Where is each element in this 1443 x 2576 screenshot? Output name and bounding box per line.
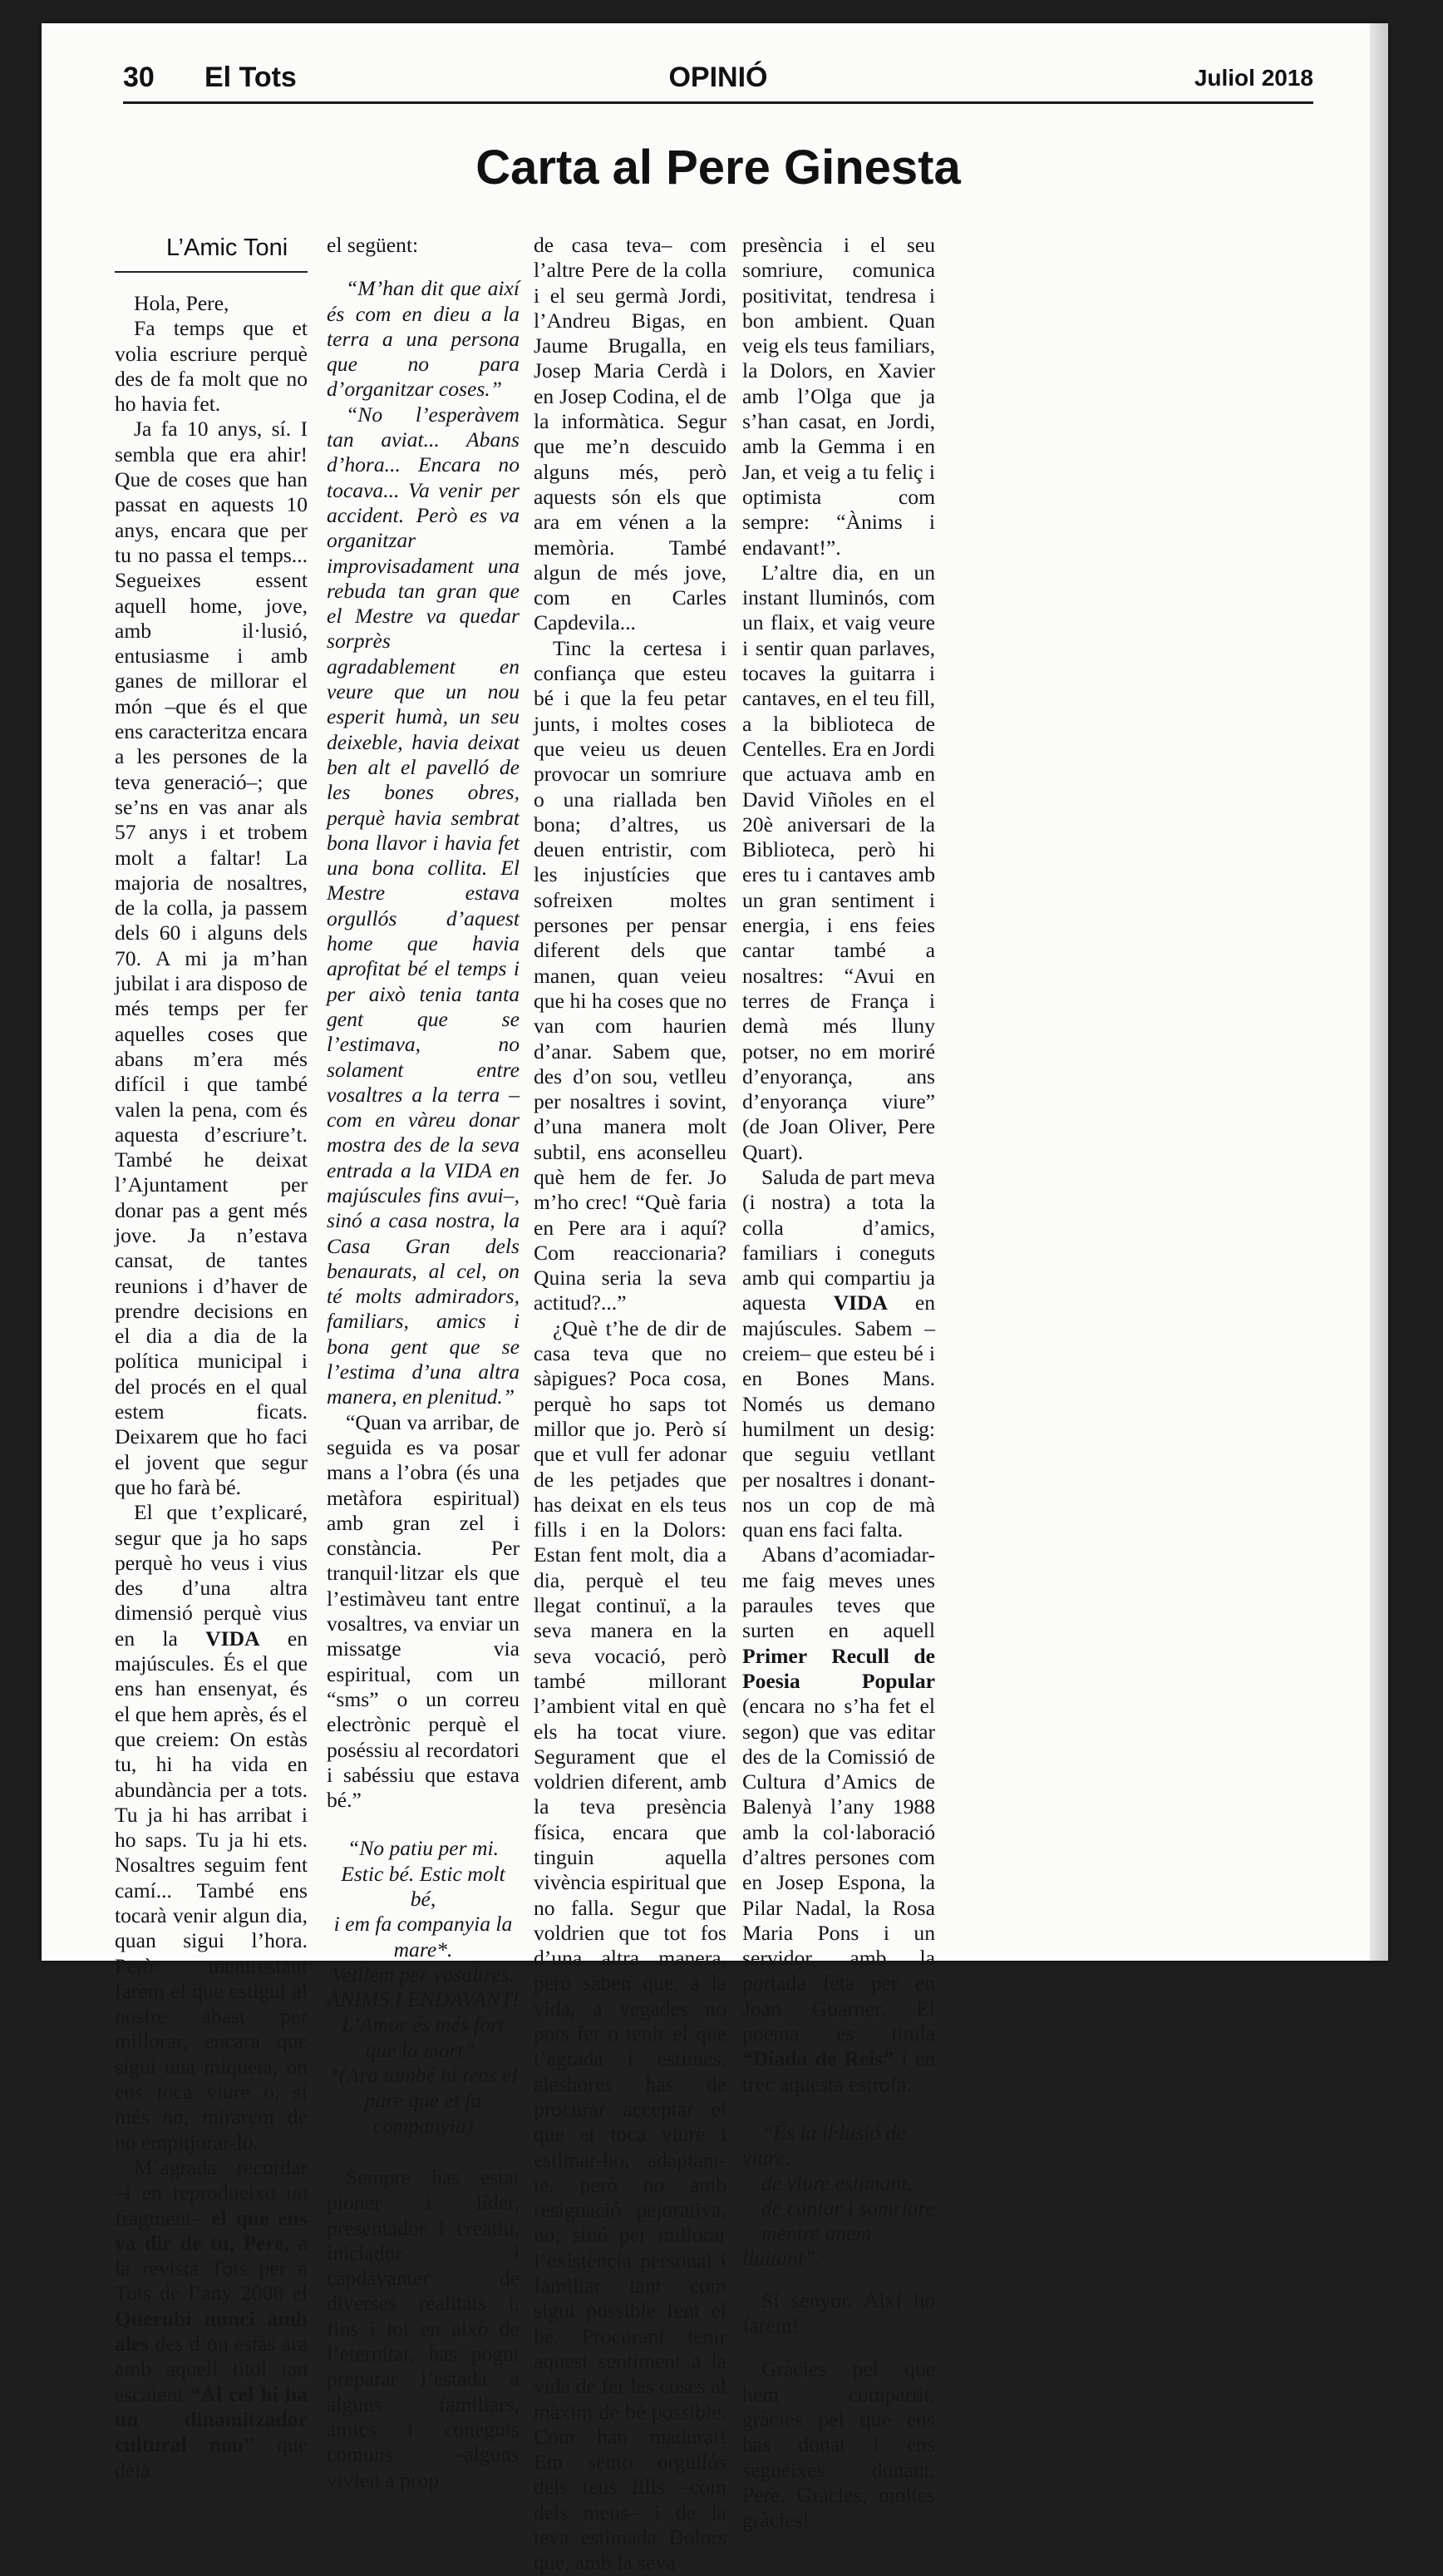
paragraph: Abans d’acomiadar-me faig meves unes paraules teves que surten en aquell Primer Recull de Poesia Popular (encara no s’ha fet el segon) que vas editar des de la Comissió de Cultura d’Amics de Balenyà l’any 1988 amb la col·laboració d’altres persones com en Josep Espona, la Pilar Nadal, la Rosa Maria Pons i un servidor, amb la portada feta per en Joan Guarner. El poema es titula “Diada de Reis” i en trec aquesta estrofa: xyxy=(742,1542,935,2096)
article-column-1 xyxy=(115,233,308,2483)
paragraph: presència i el seu somriure, comunica positivitat, tendresa i bon ambient. Quan veig els teus familiars, la Dolors, en Xavier amb l’Olga que ja s’han casat, en Jordi, amb la Gemma i en Jan, et veig a tu feliç i optimista com sempre: “Ànims i endavant!”. xyxy=(742,233,935,560)
poem-line: de viure estimant, xyxy=(761,2170,913,2195)
poem-line: i em fa companyia la xyxy=(333,1912,513,1937)
poem-line: Estic bé. Estic molt bé, xyxy=(341,1861,505,1911)
poem-line: “No patiu per mi. xyxy=(347,1836,500,1861)
poem-block xyxy=(742,2120,935,2272)
paragraph: Gràcies pel que hem compartit, gràcies pel que ens has donat i ens segueixes donant, Pere. Gràcies, moltes gràcies! xyxy=(742,2356,935,2533)
magazine-page xyxy=(42,23,1388,2575)
poem-line: “És la il·lusió de viure, xyxy=(742,2120,906,2170)
paragraph: M’agrada recordar –i en reprodueixo un fragment– el que ens va dir de tu, Pere, a la revista Tots per a Tots de l’any 2008 el Querubí nunci amb ales des d’on estàs ara amb aquell títol tan escaient “Al cel hi ha un dinamitzador cultural nou” que deia xyxy=(115,2154,308,2482)
paragraph: el següent: xyxy=(327,233,419,257)
paragraph: “Quan va arribar, de seguida es va posar mans a l’obra (és una metàfora espiritual) amb gran zel i constància. Per tranquil·litzar els que l’estimàveu tant entre vosaltres, va enviar un missatge via espiritual, com un “sms” o un correu electrònic perquè el poséssiu al recordatori i sabéssiu que estava bé.” xyxy=(327,1409,520,1813)
paragraph: Ja fa 10 anys, sí. I sembla que era ahir! Que de coses que han passat en aquests 10 anys, encara que per tu no passa el temps... Segueixes essent aquell home, jove, amb il·lusió, entusiasme i amb ganes de millorar el món –que és el que ens caracteritza encara a les persones de la teva generació–; que se’ns en vas anar als 57 anys i et trobem molt a faltar! La majoria de nosaltres, de la colla, ja passem dels 60 i alguns dels 70. A mi ja m’han jubilat i ara disposo de més temps per fer aquelles coses que abans m’era més difícil i que també valen la pena, com és aquesta d’escriure’t. També he deixat l’Ajuntament per donar pas a gent més jove. Ja n’estava cansat, de tantes reunions i d’haver de prendre decisions en el dia a dia de la política municipal i del procés en el qual estem ficats. Deixarem que ho faci el jovent que segur que ho farà bé. xyxy=(115,417,308,1499)
page-number: 30 xyxy=(123,62,155,93)
paragraph: Saluda de part meva (i nostra) a tota la colla d’amics, familiars i coneguts amb qui compartiu ja aquesta VIDA en majúscules. Sabem –creiem– que esteu bé i en Bones Mans. Només us demano humilment un desig: que seguiu vetllant per nosaltres i donant-nos un cop de mà quan ens faci falta. xyxy=(742,1164,935,1542)
article-column-4 xyxy=(742,233,935,2533)
poem-line: mentre anem lluitant”. xyxy=(742,2221,871,2271)
author-divider xyxy=(115,271,308,273)
paragraph: ¿Què t’he de dir de casa teva que no sàpigues? Poca cosa, perquè ho saps tot millor que jo. Però sí que et vull fer adonar de les petjades que has deixat en els teus fills i en la Dolors: Estan fent molt, dia a dia, perquè el teu llegat continuï, a la seva manera en la seva vocació, però també millorant l’ambient vital en què els ha tocat viure. Segurament que el voldrien diferent, amb la teva presència física, encara que tinguin aquella vivència espiritual que no falla. Segur que voldrien que tot fos d’una altra manera, però saben que, a la vida, a vegades no pots fer o tenir el que t’agrada i estimes, aleshores has de procurar acceptar el que et toca viure i estimar-ho, adaptant-te, però no amb resignació pejorativa, no; sinó per millorar l’existència personal i familiar tant com sigui possible fent el bé. Procurant tenir aquest sentiment a la vida de fer les coses al màxim de bé possible. Com han madurat! Em sento orgullós dels teus fills –com dels meus– i de la teva estimada Dolors que, amb la seva xyxy=(534,1315,726,2575)
article-title: Carta al Pere Ginesta xyxy=(475,141,961,195)
poem-line: *(Ara també hi tens el xyxy=(328,2063,518,2088)
paragraph: El que t’explicaré, segur que ja ho saps perquè ho veus i vius des d’una altra dimensió perquè vius en la VIDA en majúscules. És el que ens han ensenyat, és el que hem après, és el que creiem: On estàs tu, hi ha vida en abundància per a tots. Tu ja hi has arribat i ho saps. Tu ja hi ets. Nosaltres seguim fent camí... També ens tocarà venir algun dia, quan sigui l’hora. Però mentrestant farem el que estigui al nostre abast per millorar, encara que sigui una miqueta, on ens toca viure o, si més no, mirarem de no empitjorar-lo. xyxy=(115,1500,308,2154)
quote-block xyxy=(327,276,520,1409)
paragraph: de casa teva– com l’altre Pere de la colla i el seu germà Jordi, l’Andreu Bigas, en Jaume Brugalla, en Josep Maria Cerdà i en Josep Codina, el de la informàtica. Segur que me’n descuido alguns més, però aquests són els que ara em vénen a la memòria. També algun de més jove, com en Carles Capdevila... xyxy=(534,233,726,635)
issue-date: Juliol 2018 xyxy=(1194,65,1313,91)
quote-paragraph: “M’han dit que així és com en dieu a la terra a una persona que no para d’organitzar coses.” xyxy=(327,276,520,402)
poem-line: pare que et fa companyia) xyxy=(364,2088,482,2138)
poem-line: L’Amor és més fort xyxy=(342,2012,505,2037)
page-spine xyxy=(1370,23,1388,1961)
poem-line: mare*. xyxy=(393,1937,453,1962)
section-name: OPINIÓ xyxy=(668,62,768,93)
article-column-2 xyxy=(327,233,520,2493)
poem-line: de cantar i somriure xyxy=(761,2195,935,2220)
paragraph: Sempre has estat pioner i líder, presentador i creatiu, iniciador i capdavanter de diverses realitats i, fins i tot en això de l’eternitat, has pogut preparar l’estada a alguns familiars, amics i coneguts comuns –alguns vivien a prop xyxy=(327,2164,520,2492)
poem-line: que la mort”. xyxy=(365,2037,481,2062)
paragraph: Sí senyor. Així ho farem! xyxy=(742,2287,935,2338)
poem-line: ÀNIMS I ENDAVANT! xyxy=(327,1987,520,2012)
article-author: L’Amic Toni xyxy=(166,234,288,261)
magazine-name: El Tots xyxy=(204,62,297,93)
article-column-3 xyxy=(534,233,726,2576)
paragraph: Tinc la certesa i confiança que esteu bé i que la feu petar junts, i moltes coses que veieu us deuen provocar un somriure o una rialladа ben bona; d’altres, us deuen entristir, com les injustícies que sofreixen moltes persones per pensar diferent dels que manen, quan veieu que hi ha coses que no van com haurien d’anar. Sabem que, des d’on sou, vetlleu per nosaltres i sovint, d’una manera molt subtil, ens aconselleu què hem de fer. Jo m’ho crec! “Què faria en Pere ara i aquí? Com reaccionaria? Quina seria la seva actitud?...” xyxy=(534,635,726,1315)
page-header xyxy=(123,57,1313,104)
poem-block xyxy=(327,1836,520,2139)
poem-line: Vetllem per vosaltres. xyxy=(331,1962,515,1986)
paragraph: Hola, Pere, xyxy=(134,291,229,315)
paragraph: L’altre dia, en un instant lluminós, com un flaix, et vaig veure i sentir quan parlaves, tocaves la guitarra i cantaves, en el teu fill, a la biblioteca de Centelles. Era en Jordi que actuava amb en David Viñoles en el 20è aniversari de la Biblioteca, però hi eres tu i cantaves amb un gran sentiment i energia, i ens feies cantar també a nosaltres: “Avui en terres de França i demà més lluny potser, no em moriré d’enyorança, ans d’enyorança viure” (de Joan Oliver, Pere Quart). xyxy=(742,560,935,1164)
paragraph: Fa temps que et volia escriure perquè des de fa molt que no ho havia fet. xyxy=(115,316,308,417)
quote-paragraph: “No l’esperàvem tan aviat... Abans d’hora... Encara no tocava... Va venir per accident. Però es va organitzar improvisadament una rebuda tan gran que el Mestre va quedar sorprès agradablement en veure que un nou esperit humà, un seu deixeble, havia deixat ben alt el pavelló de les bones obres, perquè havia sembrat bona llavor i havia fet una bona collita. El Mestre estava orgullós d’aquest home que havia aprofitat bé el temps i per això tenia tanta gent que se l’estimava, no solament entre vosaltres a la terra –com en vàreu donar mostra des de la seva entrada a la VIDA en majúscules fins avui–, sinó a casa nostra, la Casa Gran dels benaurats, al cel, on té molts admiradors, familiars, amics i bona gent que se l’estima d’una altra manera, en plenitud.” xyxy=(327,402,520,1409)
